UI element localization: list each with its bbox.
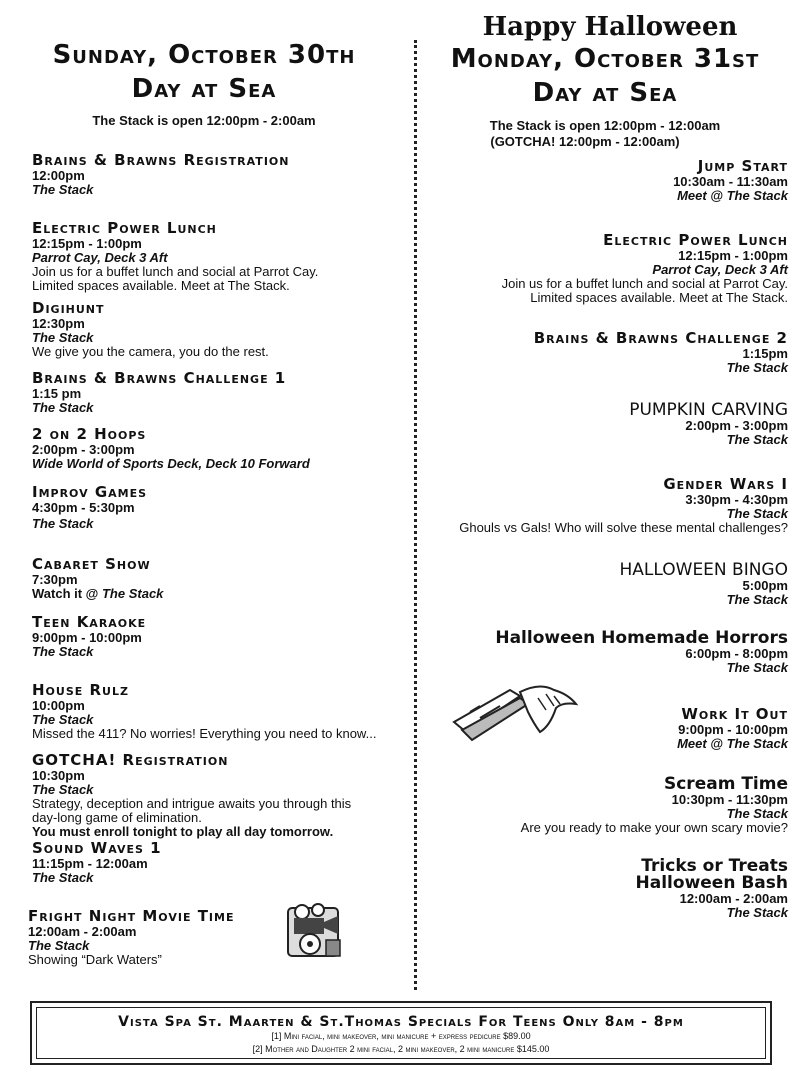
event-description: We give you the camera, you do the rest. <box>32 344 269 359</box>
event-location: The Stack <box>32 330 94 345</box>
event-title: Electric Power Lunch <box>32 219 217 237</box>
sunday-open-hours: The Stack is open 12:00pm - 2:00am <box>92 113 316 128</box>
event <box>32 152 404 197</box>
event-title: Cabaret Show <box>32 555 151 573</box>
event-title: Scream Time <box>663 774 788 794</box>
event <box>32 300 404 359</box>
event-location: The Stack <box>726 806 788 821</box>
event-time: 5:00pm <box>742 578 788 593</box>
event <box>32 752 404 839</box>
event-time: 12:15pm - 1:00pm <box>678 248 788 263</box>
monday-subtitle: Day at Sea <box>532 78 678 108</box>
event <box>420 858 788 920</box>
event-time: 9:00pm - 10:00pm <box>678 722 788 737</box>
event <box>32 840 404 885</box>
event <box>32 370 404 415</box>
event-location: The Stack <box>32 782 94 797</box>
event-location: The Stack <box>32 712 94 727</box>
event-location: The Stack <box>726 660 788 675</box>
event <box>420 158 788 203</box>
event-location: The Stack <box>28 938 90 953</box>
event-description: Strategy, deception and intrigue awaits you through this day-long game of elimination. <box>32 796 352 825</box>
event-time: 4:30pm - 5:30pm <box>32 500 135 515</box>
event-title: Brains & Brawns Challenge 1 <box>32 369 287 387</box>
event-note: You must enroll tonight to play all day tomorrow. <box>32 824 334 839</box>
event-time: 7:30pm <box>32 572 78 587</box>
column-divider <box>414 40 417 990</box>
event-location: Wide World of Sports Deck, Deck 10 Forward <box>32 456 310 471</box>
event-time: 1:15pm <box>742 346 788 361</box>
event <box>32 682 404 741</box>
event-time: 12:00pm <box>32 168 85 183</box>
event-time: 10:30pm - 11:30pm <box>671 792 788 807</box>
event-time: 10:30pm <box>32 768 85 783</box>
skeleton-hand-icon <box>450 682 582 746</box>
sunday-subtitle: Day at Sea <box>131 74 277 104</box>
event-title: Improv Games <box>32 483 148 501</box>
monday-gotcha-hours: (GOTCHA! 12:00pm - 12:00am) <box>490 134 680 149</box>
event-title: Work It Out <box>681 705 788 723</box>
event-time: 12:00am - 2:00am <box>28 924 137 939</box>
event-location: The Stack <box>726 432 788 447</box>
event <box>420 630 788 675</box>
event-time: 3:30pm - 4:30pm <box>685 492 788 507</box>
event-description: Missed the 411? No worries! Everything you need to know... <box>32 726 377 741</box>
event-description: Join us for a buffet lunch and social at Parrot Cay. Limited spaces available. Meet at The Stack. <box>32 264 319 293</box>
monday-column <box>420 0 790 920</box>
event-title: Jump Start <box>697 157 788 175</box>
movie-camera-icon <box>286 898 346 960</box>
event-title: Sound Waves 1 <box>32 839 162 857</box>
event-title: GOTCHA! Registration <box>32 751 229 769</box>
event-title: Gender Wars I <box>663 475 788 493</box>
event-time: 12:15pm - 1:00pm <box>32 236 142 251</box>
event-location: The Stack <box>32 870 94 885</box>
event <box>32 220 404 293</box>
event-title: Fright Night Movie Time <box>28 907 235 925</box>
spa-special-1: [1] Mini facial, mini makeover, mini manicure + express pedicure $89.00 <box>271 1031 531 1041</box>
event-location: Parrot Cay, Deck 3 Aft <box>32 250 168 265</box>
sunday-title: Sunday, October 30th <box>52 40 356 70</box>
event-title: HALLOWEEN BINGO <box>619 560 788 580</box>
spa-specials-box <box>30 1001 772 1065</box>
event-location: The Stack <box>32 400 94 415</box>
event-title: Electric Power Lunch <box>603 231 788 249</box>
spa-specials-title: Vista Spa St. Maarten & St.Thomas Specials For Teens Only 8am - 8pm <box>118 1014 684 1030</box>
event-time: 2:00pm - 3:00pm <box>32 442 135 457</box>
event-time: 10:30am - 11:30am <box>673 174 788 189</box>
event-description: Are you ready to make your own scary movie? <box>520 820 788 835</box>
event <box>420 476 788 535</box>
monday-title: Monday, October 31st <box>450 44 760 74</box>
event-location: The Stack <box>32 644 94 659</box>
event-title: Teen Karaoke <box>32 613 147 631</box>
event-location: The Stack <box>32 516 94 531</box>
event <box>420 232 788 305</box>
event-title: Tricks or Treats <box>641 856 788 876</box>
event-location: The Stack <box>726 592 788 607</box>
event-location-line <box>32 587 404 601</box>
event-title: Brains & Brawns Registration <box>32 151 290 169</box>
event <box>32 614 404 659</box>
event-title: Brains & Brawns Challenge 2 <box>533 329 788 347</box>
event-location: The Stack <box>32 182 94 197</box>
event-title-line2: Halloween Bash <box>635 873 788 893</box>
event <box>420 330 788 375</box>
event <box>420 562 788 607</box>
event-title: 2 on 2 Hoops <box>32 425 147 443</box>
event-location: Meet @ The Stack <box>677 188 788 203</box>
event-title: House Rulz <box>32 681 129 699</box>
event-description: Showing “Dark Waters” <box>28 952 162 967</box>
spa-special-2: [2] Mother and Daughter 2 mini facial, 2 mini makeover, 2 mini manicure $145.00 <box>252 1044 550 1054</box>
event-time: 12:30pm <box>32 316 85 331</box>
event-location-prefix: Watch it @ <box>32 586 102 601</box>
event <box>420 402 788 447</box>
event-title: Halloween Homemade Horrors <box>495 628 788 648</box>
event-time: 6:00pm - 8:00pm <box>685 646 788 661</box>
monday-open-hours: The Stack is open 12:00pm - 12:00am <box>489 118 721 133</box>
event-time: 12:00am - 2:00am <box>679 891 788 906</box>
event-location: Meet @ The Stack <box>677 736 788 751</box>
event-title: PUMPKIN CARVING <box>629 400 788 420</box>
event-title: Digihunt <box>32 299 105 317</box>
event-time: 1:15 pm <box>32 386 82 401</box>
event-time: 11:15pm - 12:00am <box>32 856 148 871</box>
event <box>32 484 404 531</box>
event-time: 9:00pm - 10:00pm <box>32 630 142 645</box>
event-location: Parrot Cay, Deck 3 Aft <box>652 262 788 277</box>
event <box>420 776 788 835</box>
event-time: 10:00pm <box>32 698 85 713</box>
event-location: The Stack <box>726 506 788 521</box>
event <box>32 426 404 471</box>
event-location: The Stack <box>726 360 788 375</box>
event <box>32 556 404 601</box>
event-description: Join us for a buffet lunch and social at Parrot Cay. Limited spaces available. Meet at The Stack. <box>501 276 788 305</box>
event-description: Ghouls vs Gals! Who will solve these mental challenges? <box>459 520 788 535</box>
event-location: The Stack <box>726 905 788 920</box>
event-time: 2:00pm - 3:00pm <box>685 418 788 433</box>
halloween-banner: Happy Halloween <box>482 12 738 42</box>
spa-specials-inner <box>36 1007 766 1059</box>
event-location: The Stack <box>101 586 164 601</box>
sunday-column <box>0 0 408 967</box>
